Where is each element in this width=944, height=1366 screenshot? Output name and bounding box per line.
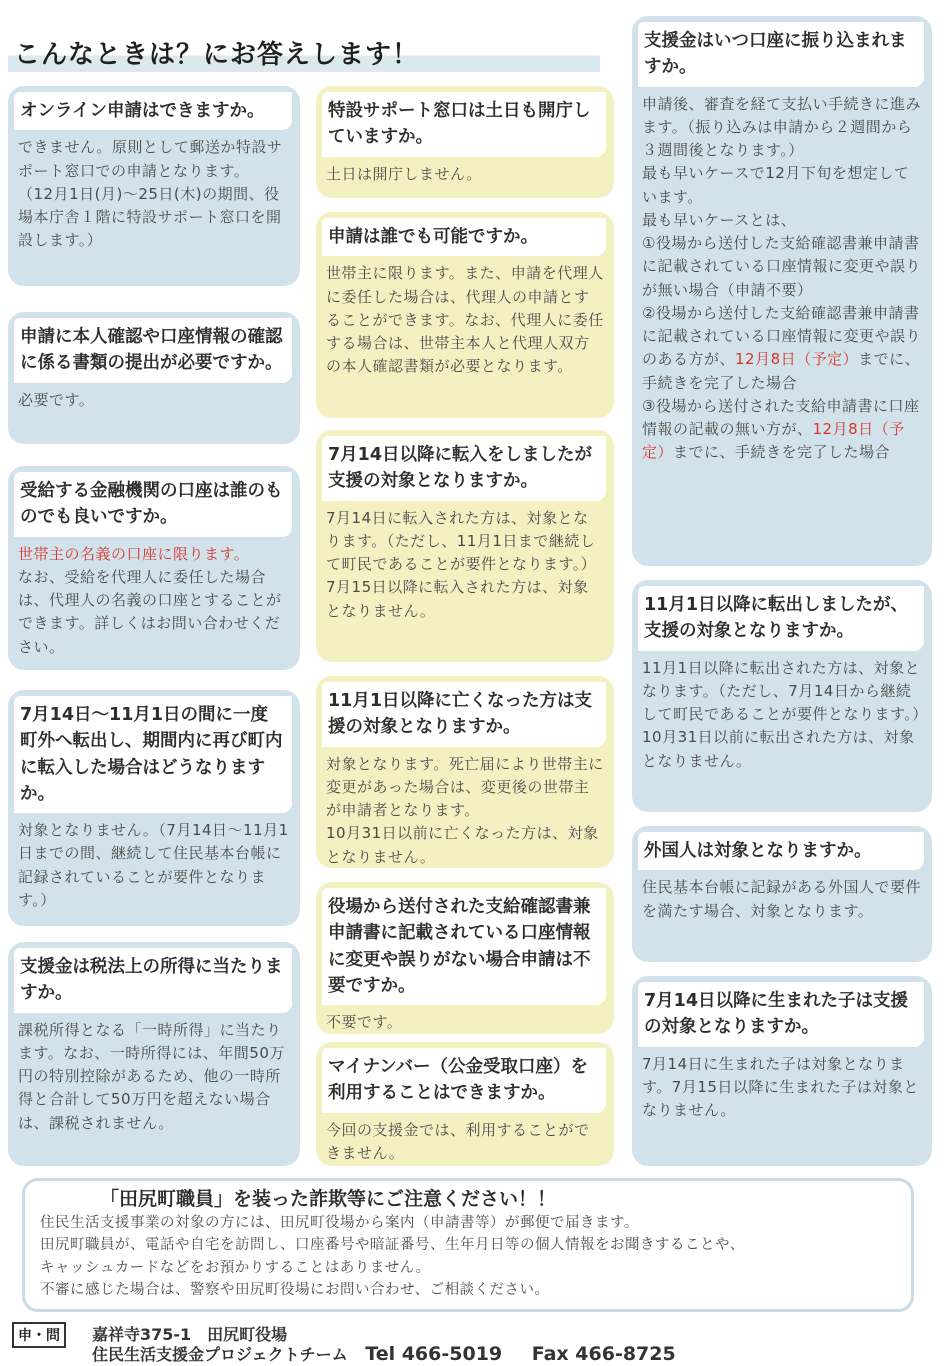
faq-answer [632, 651, 932, 779]
notice-line: 住民生活支援事業の対象の方には、田尻町役場から案内（申請書等）が郵便で届きます。 [40, 1215, 639, 1231]
answer-line: 10月31日以前に転出された方は、対象となりません。 [642, 728, 915, 770]
answer-highlight: 12月8日（予定） [735, 350, 859, 369]
faq-answer [632, 870, 932, 929]
faq-answer [632, 1047, 932, 1129]
faq-answer [316, 157, 614, 192]
answer-line: 申請後、審査を経て支払い手続きに進みます。（振り込みは申請から２週間から３週間後となります。） [642, 94, 922, 159]
faq-card-move [8, 690, 300, 926]
contact-footer [12, 1318, 932, 1366]
faq-card-newborn [632, 976, 932, 1166]
faq-question: 役場から送付された支給確認書兼申請書に記載されている口座情報に変更や誤りがない場合申請は不要ですか。 [322, 888, 606, 1005]
faq-question: オンライン申請はできますか。 [14, 92, 292, 130]
faq-question: 7月14日以降に生まれた子は支援の対象となりますか。 [638, 982, 924, 1047]
notice-line: 不審に感じた場合は、警察や田尻町役場にお問い合わせ、ご相談ください。 [40, 1282, 550, 1299]
answer-line: 7月15日以降に転入された方は、対象となりません。 [326, 578, 589, 620]
answer-line: 住民基本台帳に記録がある外国人で要件を満たす場合、対象となります。 [642, 878, 922, 920]
faq-question: 外国人は対象となりますか。 [638, 832, 924, 870]
faq-question: 申請は誰でも可能ですか。 [322, 218, 606, 256]
faq-question: 7月14日以降に転入をしましたが支援の対象となりますか。 [322, 436, 606, 501]
answer-line: できません。原則として郵送か特設サポート窓口での申請となります。 [18, 138, 283, 180]
faq-answer [316, 747, 614, 869]
faq-card-payment-timing [632, 16, 932, 566]
faq-card-account [8, 466, 300, 670]
contact-label: 申・問 [12, 1322, 66, 1348]
answer-line: 今回の支援金では、利用することができません。 [326, 1120, 590, 1162]
faq-card-foreigner [632, 826, 932, 962]
answer-line: 7月14日に生まれた子は対象となります。7月15日以降に生まれた子は対象となりません。 [642, 1054, 919, 1119]
answer-line: ②役場から送付した支給確認書兼申請書に記載されている口座情報に変更や誤りのある方が、12月8日（予定）までに、手続きを完了した場合 [642, 303, 922, 392]
answer-line: 最も早いケースで12月下旬を想定しています。 [642, 164, 910, 206]
answer-line: 7月14日に転入された方は、対象となります。（ただし、11月1日まで継続して町民であることが要件となります。） [326, 508, 597, 573]
contact-team-line [92, 1342, 676, 1365]
faq-answer [316, 1005, 614, 1034]
answer-line: 10月31日以前に亡くなった方は、対象となりません。 [326, 824, 599, 866]
answer-line: 対象となります。死亡届により世帯主に変更があった場合は、変更後の世帯主が申請者となります。 [326, 754, 604, 819]
faq-answer [316, 1113, 614, 1167]
answer-line: 11月1日以降に転出された方は、対象となります。（ただし、7月14日から継続して町民であることが要件となります。） [642, 658, 928, 723]
faq-card-deceased [316, 676, 614, 868]
answer-line: 最も早いケースとは、 [642, 210, 797, 229]
faq-question: 特設サポート窓口は土日も開庁していますか。 [322, 92, 606, 157]
answer-line: なお、受給を代理人に委任した場合は、代理人の名義の口座とすることができます。詳しくはお問い合わせください。 [18, 567, 282, 656]
answer-line: ③役場から送付された支給申請書に口座情報の記載の無い方が、12月8日（予定）までに、手続きを完了した場合 [642, 396, 920, 462]
answer-line: 課税所得となる「一時所得」に当たります。なお、一時所得には、年間50万円の特別控除があるため、他の一時所得と合計して50万円を超えない場合は、課税されません。 [18, 1020, 285, 1132]
faq-question: 11月1日以降に転出しましたが、支援の対象となりますか。 [638, 586, 924, 651]
contact-team: 住民生活支援金プロジェクトチーム [92, 1345, 348, 1364]
faq-answer [8, 813, 300, 918]
faq-question: 11月1日以降に亡くなった方は支援の対象となりますか。 [322, 682, 606, 747]
faq-answer [8, 130, 300, 258]
answer-line: 必要です。 [18, 390, 95, 409]
faq-card-move-in [316, 430, 614, 662]
faq-answer [632, 87, 932, 471]
faq-question: 支援金は税法上の所得に当たりますか。 [14, 948, 292, 1013]
answer-line: ①役場から送付した支給確認書兼申請書に記載されている口座情報に変更や誤りが無い場合（申請不要） [642, 234, 922, 299]
contact-tel: Tel 466-5019 [365, 1343, 503, 1365]
faq-answer [8, 537, 300, 665]
faq-question: 7月14日～11月1日の間に一度町外へ転出し、期間内に再び町内に転入した場合はどうなりますか。 [14, 696, 292, 813]
answer-line: 不要です。 [326, 1013, 403, 1031]
answer-line: （12月1日(月)～25日(木)の期間、役場本庁舎１階に特設サポート窓口を開設します。） [18, 184, 282, 250]
faq-card-mynumber [316, 1042, 614, 1166]
faq-card-no-change [316, 882, 614, 1034]
page-title: こんなときは？にお答えします！ [14, 40, 420, 70]
faq-answer [8, 383, 300, 418]
notice-line: キャッシュカードなどをお預かりすることはありません。 [40, 1259, 431, 1276]
fraud-notice-heading: 「田尻町職員」を装った詐欺等にご注意ください！！ [100, 1188, 557, 1210]
faq-question: 申請に本人確認や口座情報の確認に係る書類の提出が必要ですか。 [14, 318, 292, 383]
fraud-notice-body [40, 1212, 910, 1302]
faq-card-tax [8, 942, 300, 1166]
faq-answer [316, 256, 614, 384]
contact-address: 嘉祥寺375-1 田尻町役場 [92, 1325, 288, 1344]
answer-line: 対象となりません。（7月14日～11月1日までの間、継続して住民基本台帳に記録されていることが要件となります。） [18, 821, 289, 909]
contact-fax: Fax 466-8725 [531, 1343, 676, 1365]
faq-answer [8, 1013, 300, 1141]
answer-line: 土日は開庁しません。 [326, 164, 482, 183]
faq-card-anyone [316, 212, 614, 418]
answer-line: 世帯主に限ります。また、申請を代理人に委任した場合は、代理人の申請とすることができます。なお、代理人に委任する場合は、世帯主本人と代理人双方の本人確認書類が必要となります。 [326, 264, 604, 376]
faq-card-online [8, 86, 300, 286]
faq-question: 支援金はいつ口座に振り込まれますか。 [638, 22, 924, 87]
faq-question: 受給する金融機関の口座は誰のものでも良いですか。 [14, 472, 292, 537]
answer-highlight: 12月8日（予定） [642, 420, 905, 462]
faq-answer [316, 501, 614, 629]
faq-card-move-out [632, 580, 932, 812]
notice-line: 田尻町職員が、電話や自宅を訪問し、口座番号や暗証番号、生年月日等の個人情報をお聞きすることや、 [40, 1237, 745, 1254]
faq-card-weekend [316, 86, 614, 198]
faq-question: マイナンバー（公金受取口座）を利用することはできますか。 [322, 1048, 606, 1113]
faq-card-id-docs [8, 312, 300, 444]
answer-highlight: 世帯主の名義の口座に限ります。 [18, 544, 250, 563]
